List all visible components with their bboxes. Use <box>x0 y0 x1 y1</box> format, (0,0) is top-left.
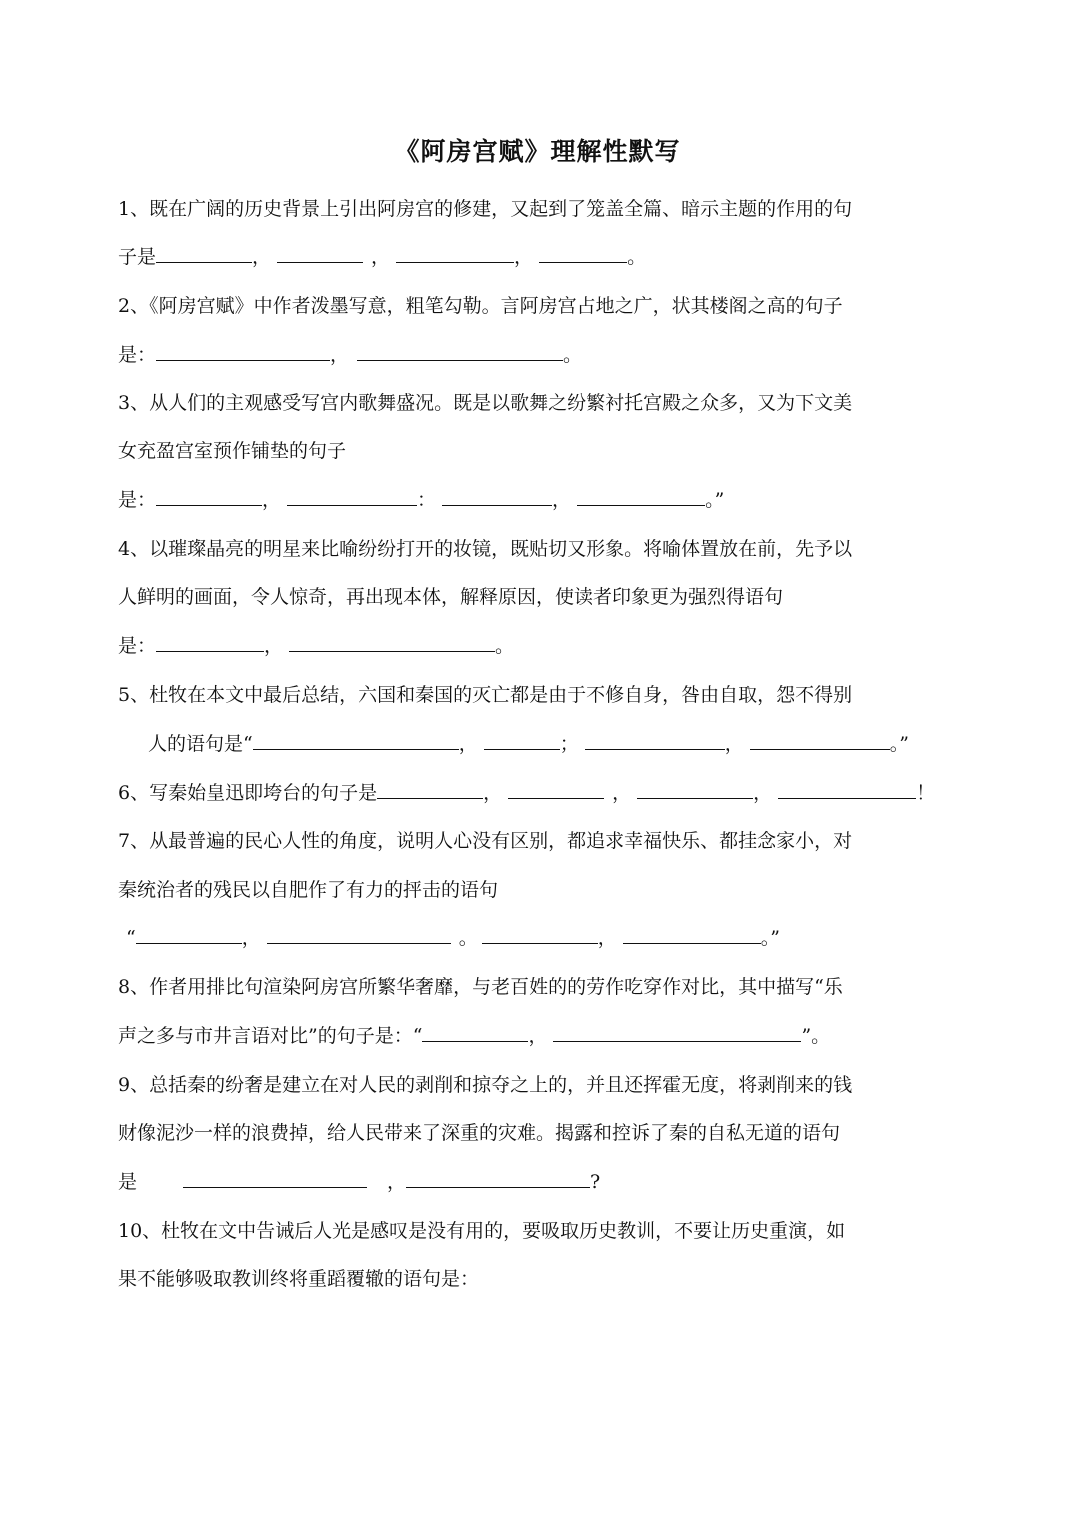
q7-punct-1: ， <box>241 927 261 949</box>
q1-end: 。 <box>627 246 647 268</box>
q5-lead: 人的语句是“ <box>148 733 253 755</box>
q7-blank-1[interactable] <box>136 925 242 944</box>
q5-punct-1: ， <box>458 733 478 755</box>
q3-end: 。” <box>705 489 725 511</box>
q6-answer-line <box>118 780 935 806</box>
q8-end: ”。 <box>801 1025 831 1047</box>
q3-blank-2[interactable] <box>287 487 417 506</box>
q10-text-line-1: 10、杜牧在文中告诫后人光是感叹是没有用的，要吸取历史教训，不要让历史重演，如 <box>118 1220 846 1242</box>
q7-text-line-2: 秦统治者的残民以自肥作了有力的抨击的语句 <box>118 879 499 901</box>
q5-text-line-1: 5、杜牧在本文中最后总结，六国和秦国的灭亡都是由于不修自身，咎由自取，怨不得别 <box>118 684 853 706</box>
q8-blank-1[interactable] <box>422 1023 528 1042</box>
q9-punct-1: ， <box>387 1171 407 1193</box>
q4-end: 。 <box>495 635 515 657</box>
q7-blank-4[interactable] <box>623 925 761 944</box>
q1-blank-2[interactable] <box>277 244 363 263</box>
q3-blank-1[interactable] <box>156 487 262 506</box>
q6-blank-1[interactable] <box>377 780 483 799</box>
q9-text-line-2: 财像泥沙一样的浪费掉，给人民带来了深重的灾难。揭露和控诉了秦的自私无道的语句 <box>118 1122 841 1144</box>
q2-end: 。 <box>563 344 583 366</box>
q3-lead: 是： <box>118 489 157 511</box>
q9-blank-2[interactable] <box>406 1169 590 1188</box>
q7-end: 。” <box>760 927 780 949</box>
q5-punct-2: ； <box>559 733 579 755</box>
q3-punct-3: ， <box>552 489 572 511</box>
q8-answer-line <box>118 1023 830 1049</box>
q1-blank-1[interactable] <box>156 244 252 263</box>
q5-blank-1[interactable] <box>253 731 459 750</box>
q6-end: ！ <box>916 782 936 804</box>
q6-punct-3: ， <box>753 782 773 804</box>
q9-text-line-1: 9、总括秦的纷奢是建立在对人民的剥削和掠夺之上的，并且还挥霍无度，将剥削来的钱 <box>118 1074 853 1096</box>
q7-lead: “ <box>126 927 136 949</box>
q8-punct-1: ， <box>528 1025 548 1047</box>
q4-text-line-2: 人鲜明的画面，令人惊奇，再出现本体，解释原因，使读者印象更为强烈得语句 <box>118 586 784 608</box>
q7-text-line-1: 7、从最普遍的民心人性的角度，说明人心没有区别，都追求幸福快乐、都挂念家小，对 <box>118 830 853 852</box>
q4-text-line-1: 4、以璀璨晶亮的明星来比喻纷纷打开的妆镜，既贴切又形象。将喻体置放在前，先予以 <box>118 538 853 560</box>
q8-blank-2[interactable] <box>553 1023 801 1042</box>
q2-punct-1: ， <box>330 344 350 366</box>
q5-blank-2[interactable] <box>484 731 560 750</box>
q2-blank-2[interactable] <box>357 342 563 361</box>
q1-lead: 子是 <box>118 246 157 268</box>
page-title: 《阿房宫赋》理解性默写 <box>394 137 681 166</box>
q7-blank-3[interactable] <box>482 925 598 944</box>
q2-answer-line <box>118 342 582 368</box>
q1-blank-4[interactable] <box>539 244 627 263</box>
q4-blank-1[interactable] <box>156 633 264 652</box>
q2-blank-1[interactable] <box>156 342 330 361</box>
q8-text-line-1: 8、作者用排比句渲染阿房宫所繁华奢靡，与老百姓的的劳作吃穿作对比，其中描写“乐 <box>118 976 843 998</box>
q3-punct-1: ， <box>262 489 282 511</box>
q9-blank-1[interactable] <box>183 1169 367 1188</box>
q7-blank-2[interactable] <box>267 925 451 944</box>
q6-lead: 6、写秦始皇迅即垮台的句子是 <box>118 782 378 804</box>
q3-text-line-2: 女充盈宫室预作铺垫的句子 <box>118 440 347 462</box>
q3-blank-4[interactable] <box>577 487 705 506</box>
q6-blank-4[interactable] <box>778 780 916 799</box>
q2-text-line-1: 2、《阿房宫赋》中作者泼墨写意，粗笔勾勒。言阿房宫占地之广，状其楼阁之高的句子 <box>118 295 843 317</box>
q2-lead: 是： <box>118 344 157 366</box>
q6-blank-3[interactable] <box>637 780 753 799</box>
q6-blank-2[interactable] <box>508 780 604 799</box>
q7-answer-line <box>126 925 780 951</box>
q1-answer-line <box>118 244 646 270</box>
q1-blank-3[interactable] <box>396 244 514 263</box>
q6-punct-1: ， <box>483 782 503 804</box>
q4-punct-1: ， <box>264 635 284 657</box>
q8-lead: 声之多与市井言语对比”的句子是：“ <box>118 1025 423 1047</box>
q5-blank-3[interactable] <box>585 731 725 750</box>
q4-blank-2[interactable] <box>289 633 495 652</box>
q5-blank-4[interactable] <box>750 731 890 750</box>
q1-text-line-1: 1、既在广阔的历史背景上引出阿房宫的修建，又起到了笼盖全篇、暗示主题的作用的句 <box>118 198 853 220</box>
q9-lead: 是 <box>118 1171 138 1193</box>
q9-end: ? <box>590 1171 601 1193</box>
q6-punct-2: ， <box>612 782 632 804</box>
q7-punct-2: 。 <box>458 927 478 949</box>
q7-punct-3: ， <box>597 927 617 949</box>
q3-blank-3[interactable] <box>442 487 552 506</box>
q1-punct-3: ， <box>514 246 534 268</box>
q4-lead: 是： <box>118 635 157 657</box>
q1-punct-2: ， <box>371 246 391 268</box>
q4-answer-line <box>118 633 514 659</box>
q3-answer-line <box>118 487 724 513</box>
q3-text-line-1: 3、从人们的主观感受写宫内歌舞盛况。既是以歌舞之纷繁衬托宫殿之众多，又为下文美 <box>118 392 853 414</box>
q5-end: 。” <box>889 733 909 755</box>
q3-punct-2: ： <box>417 489 437 511</box>
q5-punct-3: ， <box>724 733 744 755</box>
q1-punct-1: ， <box>252 246 272 268</box>
q5-answer-line <box>148 731 909 757</box>
q9-answer-line <box>118 1169 600 1195</box>
q10-text-line-2: 果不能够吸取教训终将重蹈覆辙的语句是： <box>118 1268 480 1290</box>
